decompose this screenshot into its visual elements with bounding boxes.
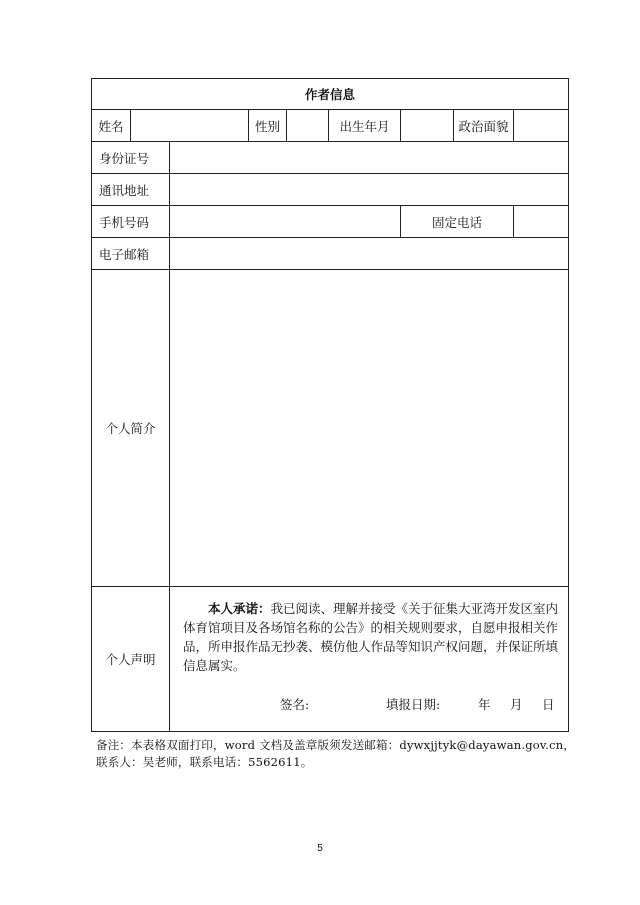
politics-field[interactable] [514, 110, 569, 142]
email-field[interactable] [170, 238, 569, 270]
declaration-cell [170, 587, 569, 732]
page-number: 5 [317, 843, 323, 854]
name-field[interactable] [131, 110, 249, 142]
politics-label: 政治面貌 [454, 110, 514, 142]
sign-label: 签名: [280, 697, 310, 712]
address-field[interactable] [170, 174, 569, 206]
bio-field[interactable] [170, 270, 569, 587]
declaration-text-block [170, 599, 568, 675]
month-label: 月 [510, 697, 523, 712]
declaration-heading: 本人承诺： [208, 601, 271, 616]
mobile-field[interactable] [170, 206, 401, 238]
footnote-line-2: 联系人：吴老师，联系电话：5562611。 [96, 755, 313, 769]
bio-label: 个人简介 [92, 270, 170, 587]
year-label: 年 [478, 697, 491, 712]
footnote [96, 737, 576, 771]
id-label: 身份证号 [92, 142, 170, 174]
signature-row [170, 695, 568, 715]
gender-field[interactable] [287, 110, 329, 142]
landline-field[interactable] [514, 206, 569, 238]
footnote-line-1: 备注：本表格双面打印，word 文档及盖章版须发送邮箱：dywxjjtyk@dayawan.gov.cn， [96, 738, 576, 752]
form-title: 作者信息 [92, 79, 569, 110]
landline-label: 固定电话 [401, 206, 514, 238]
address-label: 通讯地址 [92, 174, 170, 206]
declaration-label: 个人声明 [92, 587, 170, 732]
birth-field[interactable] [401, 110, 454, 142]
gender-label: 性别 [249, 110, 287, 142]
date-label: 填报日期: [386, 697, 441, 712]
day-label: 日 [542, 697, 555, 712]
id-field[interactable] [170, 142, 569, 174]
mobile-label: 手机号码 [92, 206, 170, 238]
declaration-text: 我已阅读、理解并接受《关于征集大亚湾开发区室内体育馆项目及各场馆名称的公告》的相关规则要求，自愿申报相关作品，所申报作品无抄袭、模仿他人作品等知识产权问题，并保证所填信息属实。 [183, 601, 559, 673]
birth-label: 出生年月 [329, 110, 401, 142]
author-info-table [91, 78, 569, 732]
email-label: 电子邮箱 [92, 238, 170, 270]
name-label: 姓名 [92, 110, 131, 142]
